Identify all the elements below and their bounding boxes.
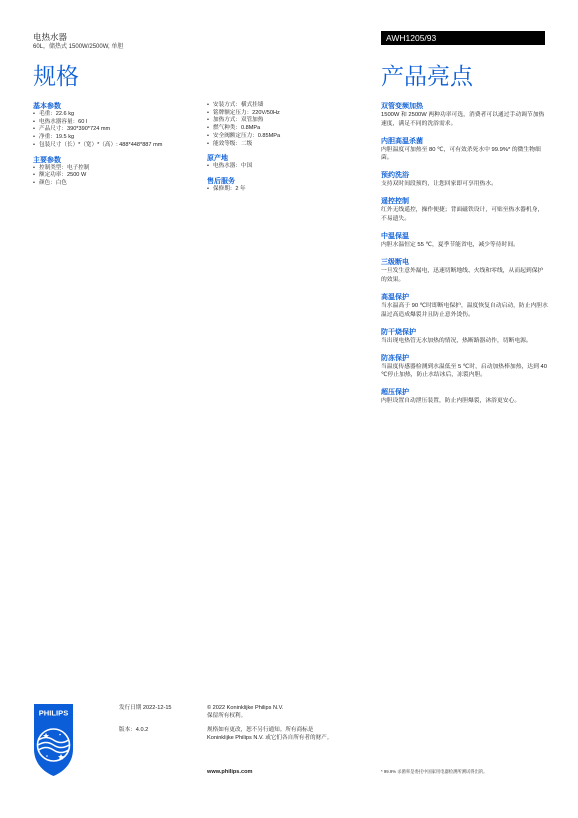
- website-link[interactable]: www.philips.com: [207, 769, 253, 775]
- spec-item: • 颜色：白色: [33, 180, 183, 188]
- feature-title: 双管变频加热: [381, 103, 423, 110]
- spec-list: [207, 163, 357, 171]
- features-title: 产品亮点: [381, 63, 473, 89]
- spec-block: [207, 102, 357, 148]
- spec-block: [33, 156, 183, 188]
- feature-description: 一旦发生意外漏电，迅速切断地线、火线和零线，从而起到保护的效果。: [381, 268, 544, 283]
- feature-description: 当温度传感器检测到水温低至 5 ℃时，启动加热棒加热，达到 40 ℃停止加热，防止水结冰后，冻裂内胆。: [381, 363, 547, 379]
- spec-item: • 产品尺寸：390*390*724 mm: [33, 126, 183, 134]
- footnote: * 99.9% 杀菌率是委托中国家用电器检测所测试得出的。: [381, 769, 488, 774]
- feature-item: [381, 102, 549, 128]
- spec-list: [33, 165, 183, 188]
- spec-item: • 电热水器：中国: [207, 163, 357, 171]
- spec-heading: 基本参数: [33, 103, 61, 110]
- spec-item: • 铭牌额定压力：220V/50Hz: [207, 110, 357, 118]
- feature-item: [381, 171, 549, 189]
- specs-right-column: [207, 102, 357, 200]
- notice-line-1: 规格如有更改，恕不另行通知。所有商标是: [207, 727, 314, 733]
- spec-item: • 额定功率：2500 W: [33, 172, 183, 180]
- trademark-notice: [207, 726, 377, 743]
- copyright-line: © 2022 Koninklijke Philips N.V.: [207, 705, 284, 711]
- features-column: [381, 102, 549, 415]
- spec-list: [207, 186, 357, 194]
- spec-item: • 包装尺寸（长）*（宽）*（高）: 488*448*887 mm: [33, 142, 183, 150]
- spec-item: • 安全阀额定压力：0.85MPa: [207, 133, 357, 141]
- spec-item: • 加热方式：双管加热: [207, 117, 357, 125]
- philips-shield-icon: [33, 703, 74, 777]
- feature-item: [381, 232, 549, 250]
- spec-item: • 毛重：22.6 kg: [33, 111, 183, 119]
- feature-item: [381, 258, 549, 284]
- spec-block: [207, 154, 357, 171]
- feature-description: 内胆设置自动泄压装置，防止内胆爆裂，沐浴更安心。: [381, 398, 521, 405]
- spec-heading: 售后服务: [207, 177, 235, 185]
- copyright: [207, 704, 377, 721]
- feature-description: 支持双时间段预约，让您回家即可享用热水。: [381, 181, 497, 188]
- spec-item: • 安装方式：横式挂墙: [207, 102, 357, 110]
- feature-title: 防干烧保护: [381, 328, 416, 336]
- product-name: 电热水器: [33, 32, 68, 42]
- feature-title: 高温保护: [381, 293, 409, 301]
- notice-line-2: Koninklijke Philips N.V. 或它们各自所有者的财产。: [207, 735, 333, 742]
- logo-wordmark: PHILIPS: [38, 708, 69, 718]
- feature-description: 当水温高于 90 ℃时即断电保护，温度恢复自动启动，防止内胆水温过高造成爆裂并且防止意外烫伤。: [381, 302, 548, 318]
- model-number-banner: AWH1205/93: [381, 31, 545, 45]
- feature-item: [381, 354, 549, 380]
- feature-title: 遥控控制: [381, 198, 409, 206]
- spec-list: [207, 102, 357, 148]
- spec-block: [33, 102, 183, 150]
- feature-item: [381, 197, 549, 223]
- feature-item: [381, 137, 549, 163]
- specs-title: 规格: [33, 63, 79, 89]
- feature-title: 超压保护: [381, 389, 409, 397]
- spec-item: • 燃气种类：0.8MPa: [207, 125, 357, 133]
- feature-description: 红外无线遥控，操作便捷；背面磁铁设计，可贴至热水器机身，不易遗失。: [381, 207, 544, 223]
- feature-title: 中温保温: [381, 233, 409, 241]
- feature-title: 防冻保护: [381, 354, 409, 362]
- feature-item: [381, 293, 549, 319]
- spec-list: [33, 111, 183, 150]
- spec-item: • 保修期：2 年: [207, 186, 357, 194]
- product-subtitle: 60L，储热式 1500W/2500W, 单胆: [33, 44, 124, 50]
- feature-title: 内胆高温杀菌: [381, 137, 423, 145]
- spec-item: • 净重：19.5 kg: [33, 134, 183, 142]
- spec-block: [207, 177, 357, 194]
- feature-title: 三级断电: [381, 259, 409, 267]
- spec-heading: 主要参数: [33, 156, 61, 164]
- issue-date: 发行日期 2022-12-15: [119, 705, 172, 711]
- version: 版本：4.0.2: [119, 727, 149, 733]
- feature-title: 预约洗浴: [381, 172, 409, 180]
- philips-logo: [33, 703, 74, 777]
- feature-description: 内胆温度可加热至 80 ℃，可有效杀死水中 99.9%* 的微生物细菌。: [381, 146, 541, 162]
- rights-line: 保留所有权利。: [207, 713, 247, 720]
- feature-description: 内胆水温恒定 55 ℃，夏季节能省电，减少等待时间。: [381, 242, 519, 249]
- spec-item: • 控制类型：电子控制: [33, 165, 183, 173]
- feature-description: 1500W 和 2500W 两种功率可选，消费者可以通过手动调节加热速度，满足不同的洗浴需求。: [381, 112, 545, 127]
- feature-description: 当出现电热管无水加热的情况，热断路器动作，切断电源。: [381, 337, 532, 344]
- feature-item: [381, 388, 549, 406]
- spec-heading: 原产地: [207, 155, 228, 163]
- feature-item: [381, 328, 549, 346]
- specs-left-column: [33, 102, 183, 194]
- spec-item: • 电热水器容量：60 l: [33, 119, 183, 127]
- spec-item: • 能效等级：二级: [207, 141, 357, 149]
